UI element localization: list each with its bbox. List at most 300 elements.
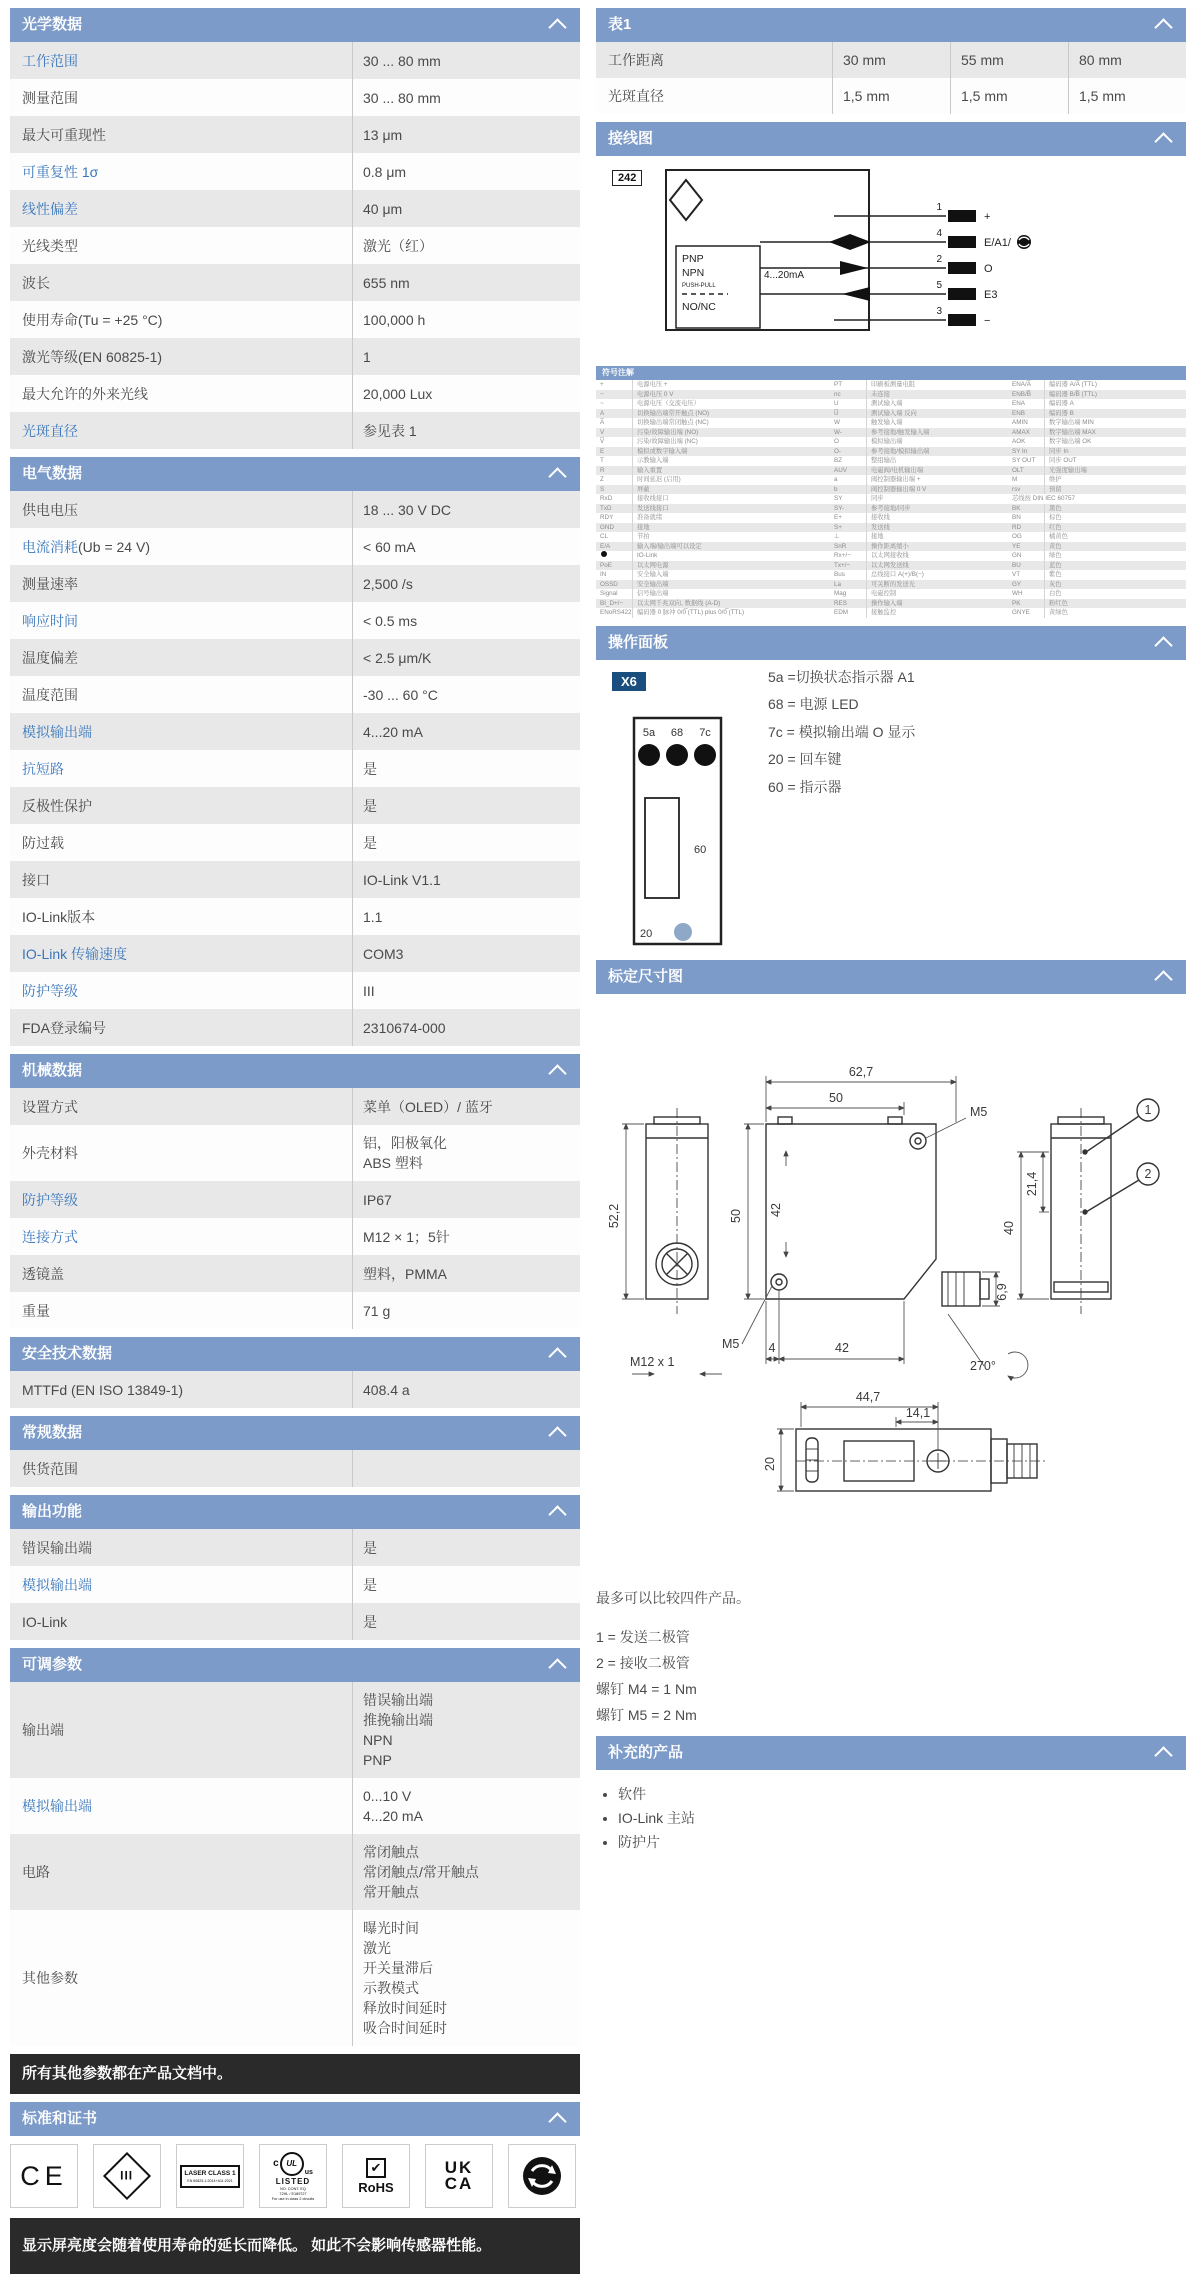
legend-desc: 阀控制器输出端 0 V <box>866 485 1008 495</box>
svg-text:52,2: 52,2 <box>607 1203 621 1228</box>
complementary-product-item[interactable]: • 软件 <box>618 1782 1186 1806</box>
collapse-chevron-icon[interactable] <box>548 1658 566 1676</box>
spec-label-link[interactable]: 抗短路 <box>22 760 64 777</box>
spec-label-link[interactable]: 防护等级 <box>22 1191 78 1208</box>
spec-row <box>10 639 580 676</box>
section-header[interactable] <box>596 1736 1186 1770</box>
spec-row <box>10 898 580 935</box>
spec-row <box>10 1218 580 1255</box>
spec-label: 波长 <box>22 274 50 291</box>
section-header[interactable] <box>596 122 1186 156</box>
section-title: 常规数据 <box>22 1424 83 1441</box>
spec-row <box>10 528 580 565</box>
spec-label-cell <box>10 1566 352 1603</box>
legend-row <box>1008 437 1186 447</box>
legend-row <box>596 437 830 447</box>
legend-row <box>830 494 1008 504</box>
legend-code: W- <box>834 428 842 436</box>
spec-label-cell <box>10 750 352 787</box>
legend-row <box>830 428 1008 438</box>
legend-code: rsv <box>1012 485 1021 493</box>
spec-label-cell <box>10 79 352 116</box>
legend-desc: 阀控制器输出端 + <box>866 475 1008 485</box>
spec-label-link[interactable]: IO-Link 传输速度 <box>22 945 128 962</box>
cul-mark <box>272 2152 315 2201</box>
legend-code: IN <box>600 571 607 578</box>
legend-row <box>596 447 830 457</box>
spec-label-cell <box>10 1778 352 1834</box>
spec-value: 40 μm <box>352 190 580 227</box>
legend-desc: 以太网接收线 <box>866 551 1008 561</box>
legend-row <box>596 599 830 609</box>
legend-row <box>830 466 1008 476</box>
spec-value: 是 <box>352 750 580 787</box>
spec-label-link[interactable]: 响应时间 <box>22 612 78 629</box>
legend-code: E/A <box>600 542 611 550</box>
dimension-drawing-svg <box>596 1014 1186 1534</box>
legend-code: nc <box>834 390 841 398</box>
legend-desc: 时间延迟 (启用) <box>632 475 830 485</box>
spec-row <box>10 787 580 824</box>
symbol-legend-title: 符号注解 <box>596 366 1186 380</box>
spec-label-cell <box>10 153 352 190</box>
legend-desc: 触发输入端 <box>866 418 1008 428</box>
svg-text:PUSH-PULL: PUSH-PULL <box>682 283 716 289</box>
legend-code: − <box>600 390 604 398</box>
spec-value: 参见表 1 <box>352 412 580 449</box>
sensor-symbol-icon <box>670 180 702 220</box>
collapse-chevron-icon[interactable] <box>1154 1746 1172 1764</box>
spec-label: 最大可重现性 <box>22 126 106 143</box>
ukca-text: UK CA <box>444 2158 474 2193</box>
legend-row <box>830 409 1008 419</box>
output-arrow-icon <box>840 261 868 275</box>
legend-code: RES <box>834 599 847 607</box>
legend-desc: 数字输出端 MIN <box>1044 418 1186 428</box>
collapse-chevron-icon[interactable] <box>548 1064 566 1082</box>
legend-desc: 接触监控 <box>866 608 1008 618</box>
legend-row <box>1008 504 1186 514</box>
svg-text:50: 50 <box>729 1208 743 1223</box>
spec-label-suffix: (Ub = 24 V) <box>78 538 150 555</box>
collapse-chevron-icon[interactable] <box>548 1347 566 1365</box>
complementary-product-item[interactable]: • 防护片 <box>618 1830 1186 1854</box>
spec-label: 测量范围 <box>22 89 78 106</box>
spec-label-cell <box>10 602 352 639</box>
table1-row <box>596 78 1186 114</box>
wiring-ref-number: 242 <box>612 170 642 186</box>
spec-label: FDA登录编号 <box>22 1019 106 1036</box>
legend-row <box>1008 456 1186 466</box>
legend-row <box>830 532 1008 542</box>
legend-code: GY <box>1012 580 1022 588</box>
spec-row <box>10 1682 580 1778</box>
legend-code: U <box>834 400 839 407</box>
svg-text:O: O <box>984 263 993 275</box>
legend-code: BI_D+/− <box>600 599 624 607</box>
svg-text:40: 40 <box>1002 1220 1016 1235</box>
spec-row <box>10 79 580 116</box>
spec-label-cell <box>10 898 352 935</box>
legend-row <box>596 456 830 466</box>
legend-desc: 发送线 <box>866 523 1008 533</box>
spec-value: 塑料，PMMA <box>352 1255 580 1292</box>
spec-label-link[interactable]: 防护等级 <box>22 982 78 999</box>
spec-value: 1.1 <box>352 898 580 935</box>
legend-row <box>1008 513 1186 523</box>
legend-code: BZ <box>834 457 843 464</box>
collapse-chevron-icon[interactable] <box>548 2112 566 2130</box>
legend-span-text: 芯线按 DIN IEC 60757 <box>1012 495 1075 502</box>
spec-row <box>10 42 580 79</box>
legend-row <box>1008 447 1186 457</box>
spec-label-link[interactable]: 工作范围 <box>22 52 78 69</box>
legend-code: R <box>600 466 605 474</box>
laser-class-box <box>180 2165 240 2188</box>
spec-label: IO-Link版本 <box>22 908 96 925</box>
spec-label: 温度范围 <box>22 686 78 703</box>
spec-label-link[interactable]: 模拟输出端 <box>22 723 92 740</box>
legend-code: AOK <box>1012 438 1026 445</box>
legend-desc: 预留 <box>1044 485 1186 495</box>
spec-label-cell <box>10 1529 352 1566</box>
spec-label: 防过载 <box>22 834 64 851</box>
legend-row <box>830 447 1008 457</box>
legend-row <box>1008 542 1186 552</box>
cul-us-text: us <box>304 2168 313 2176</box>
spec-value: 常闭触点 常闭触点/常开触点 常开触点 <box>352 1834 580 1910</box>
legend-row <box>1008 561 1186 571</box>
legend-code: V <box>600 428 605 436</box>
panel-legend-line: 68 = 电源 LED <box>768 696 859 712</box>
section-header[interactable] <box>10 1495 580 1529</box>
section-header[interactable] <box>10 1416 580 1450</box>
spec-row <box>10 301 580 338</box>
legend-desc: 示教输入端 <box>632 456 830 466</box>
ce-mark-text: CE <box>20 2160 68 2191</box>
spec-row <box>10 1009 580 1046</box>
spec-value: 0.8 μm <box>352 153 580 190</box>
cert-ce-icon <box>10 2144 78 2208</box>
spec-label: 激光等级 <box>22 348 78 365</box>
legend-row <box>830 570 1008 580</box>
legend-desc: 黑色 <box>1044 504 1186 514</box>
legend-desc: 电源电压（交流电压） <box>632 399 830 409</box>
enter-key-icon <box>674 923 692 941</box>
legend-code: PT <box>834 381 843 388</box>
spec-row <box>10 750 580 787</box>
legend-code: S+ <box>834 523 842 531</box>
spec-section <box>10 1054 580 1329</box>
spec-row <box>10 565 580 602</box>
spec-label-link[interactable]: 模拟输出端 <box>22 1798 92 1814</box>
panel-ref-badge: X6 <box>612 672 646 691</box>
legend-row <box>1008 418 1186 428</box>
spec-label-cell <box>10 1088 352 1125</box>
spec-label-link[interactable]: 模拟输出端 <box>22 1576 92 1593</box>
section-title: 安全技术数据 <box>22 1345 113 1362</box>
table1-value: 1,5 mm <box>832 78 950 114</box>
table1-row <box>596 42 1186 78</box>
legend-code: W <box>834 419 840 426</box>
legend-row <box>596 513 830 523</box>
spec-row <box>10 1255 580 1292</box>
spec-value: 0...10 V 4...20 mA <box>352 1778 580 1834</box>
legend-desc: 红色 <box>1044 523 1186 533</box>
legend-row <box>596 523 830 533</box>
legend-desc: 黄绿色 <box>1044 608 1186 618</box>
spec-column <box>10 8 580 2274</box>
legend-desc: 编码器 0 脉冲 0/0̅ (TTL) plus 0/0̅ (TTL) <box>632 608 830 618</box>
spec-label: IO-Link <box>22 1613 68 1630</box>
legend-code: ENA <box>1012 400 1025 407</box>
section-header[interactable] <box>10 8 580 42</box>
svg-text:1: 1 <box>1144 1102 1152 1117</box>
section-title: 补充的产品 <box>608 1743 684 1761</box>
spec-label-cell <box>10 301 352 338</box>
spec-label-cell <box>10 1834 352 1910</box>
legend-desc: 黄色 <box>1044 542 1186 552</box>
collapse-chevron-icon[interactable] <box>1154 970 1172 988</box>
io-link-logo-icon <box>522 2156 562 2196</box>
spec-label-cell <box>10 1603 352 1640</box>
collapse-chevron-icon[interactable] <box>548 1505 566 1523</box>
svg-text:42: 42 <box>769 1202 783 1217</box>
legend-desc: 模拟输出端 <box>866 437 1008 447</box>
spec-row <box>10 861 580 898</box>
section-complementary <box>596 1736 1186 1854</box>
section-header[interactable] <box>10 1648 580 1682</box>
section-title: 可调参数 <box>22 1656 83 1673</box>
section-header[interactable] <box>10 2102 580 2136</box>
legend-code: ENB/B̅ <box>1012 390 1031 398</box>
spec-value: 4...20 mA <box>352 713 580 750</box>
section-title: 光学数据 <box>22 16 83 33</box>
complementary-product-item[interactable]: • IO-Link 主站 <box>618 1806 1186 1830</box>
legend-row <box>1008 551 1186 561</box>
cert-rohs-icon <box>342 2144 410 2208</box>
note-bar-parameters: 所有其他参数都在产品文档中。 <box>10 2054 580 2094</box>
panel-drawing-svg <box>630 710 726 948</box>
section-header[interactable] <box>10 457 580 491</box>
legend-row <box>596 589 830 599</box>
table1-body <box>596 42 1186 114</box>
spec-label-link[interactable]: 光斑直径 <box>22 422 78 439</box>
legend-row <box>596 399 830 409</box>
spec-value <box>352 1450 580 1487</box>
legend-row <box>830 513 1008 523</box>
legend-desc: 同步 <box>866 494 1008 504</box>
legend-desc: 绿色 <box>1044 551 1186 561</box>
legend-row <box>596 532 830 542</box>
legend-desc: 以太网发送线 <box>866 561 1008 571</box>
spec-row <box>10 375 580 412</box>
spec-row <box>10 1834 580 1910</box>
spec-label-cell <box>10 528 352 565</box>
spec-label-cell <box>10 1218 352 1255</box>
spec-row <box>10 1566 580 1603</box>
legend-group <box>1008 380 1186 618</box>
spec-row <box>10 190 580 227</box>
collapse-chevron-icon[interactable] <box>548 1426 566 1444</box>
collapse-chevron-icon[interactable] <box>548 467 566 485</box>
section-dimensions <box>596 960 1186 1728</box>
legend-code: BN <box>1012 514 1021 521</box>
spec-label-cell <box>10 1371 352 1408</box>
spec-value: IO-Link V1.1 <box>352 861 580 898</box>
section-header[interactable] <box>596 626 1186 660</box>
led-indicator-icon <box>638 744 660 766</box>
spec-value: 是 <box>352 1529 580 1566</box>
spec-label: 光线类型 <box>22 237 78 254</box>
svg-text:4: 4 <box>936 228 942 239</box>
spec-label: 其他参数 <box>22 1970 78 1986</box>
spec-label-cell <box>10 935 352 972</box>
legend-desc: 棕色 <box>1044 513 1186 523</box>
legend-row <box>596 580 830 590</box>
svg-text:42: 42 <box>835 1340 849 1355</box>
table1-label: 工作距离 <box>608 52 664 68</box>
legend-row <box>1008 599 1186 609</box>
legend-desc: 参考接地/同步 <box>866 504 1008 514</box>
spec-value: 是 <box>352 1603 580 1640</box>
section-certificates <box>10 2102 580 2136</box>
collapse-chevron-icon[interactable] <box>1154 132 1172 150</box>
collapse-chevron-icon[interactable] <box>1154 18 1172 36</box>
spec-label-link[interactable]: 线性偏差 <box>22 200 78 217</box>
spec-value: < 2.5 μm/K <box>352 639 580 676</box>
section-header[interactable] <box>596 960 1186 994</box>
panel-legend-line: 60 = 指示器 <box>768 778 842 795</box>
spec-row <box>10 227 580 264</box>
legend-desc: 可关断的发送光 <box>866 580 1008 590</box>
legend-row <box>596 504 830 514</box>
cert-ukca-icon <box>425 2144 493 2208</box>
panel-legend-line: 5a =切换状态指示器 A1 <box>768 668 915 685</box>
legend-code: V̅ <box>600 438 605 445</box>
spec-value: M12 × 1；5针 <box>352 1218 580 1255</box>
section-title: 输出功能 <box>22 1503 83 1520</box>
legend-desc: 光强度输出端 <box>1044 466 1186 476</box>
legend-desc: 橘黄色 <box>1044 532 1186 542</box>
spec-label-cell <box>10 972 352 1009</box>
legend-desc: 数字输出端 OK <box>1044 437 1186 447</box>
spec-label-suffix: (Tu = +25 °C) <box>78 311 163 328</box>
spec-value: 是 <box>352 787 580 824</box>
spec-value: 曝光时间 激光 开关量滞后 示教模式 释放时间延时 吸合时间延时 <box>352 1910 580 2046</box>
legend-desc: 切换输出端常闭触点 (NC) <box>632 418 830 428</box>
legend-row <box>1008 409 1186 419</box>
legend-row <box>596 561 830 571</box>
legend-code: ENoRS422 <box>600 609 632 616</box>
spec-value: < 60 mA <box>352 528 580 565</box>
spec-value: 408.4 a <box>352 1371 580 1408</box>
spec-label-cell <box>10 676 352 713</box>
legend-desc: 整组输出 <box>866 456 1008 466</box>
wiring-diagram <box>596 156 1186 360</box>
legend-code: A <box>600 409 605 417</box>
spec-section <box>10 1416 580 1487</box>
cul-detail-line: NO. CONT. EQ <box>280 2186 306 2191</box>
spec-label-cell <box>10 227 352 264</box>
legend-desc: 粉红色 <box>1044 599 1186 609</box>
legend-code: Mag <box>834 590 847 597</box>
spec-label-link[interactable]: 连接方式 <box>22 1228 78 1245</box>
svg-text:E3: E3 <box>984 289 998 301</box>
section-header[interactable] <box>10 1337 580 1371</box>
cul-c-text: c <box>273 2158 279 2169</box>
spec-value: 1 <box>352 338 580 375</box>
spec-value: 20,000 Lux <box>352 375 580 412</box>
legend-code: ENB <box>1012 409 1025 417</box>
spec-row <box>10 1088 580 1125</box>
spec-section <box>10 1648 580 2046</box>
legend-row <box>830 589 1008 599</box>
svg-text:M5: M5 <box>722 1336 740 1351</box>
dimension-note-line: 2 = 接收二极管 <box>596 1654 690 1671</box>
spec-label-link[interactable]: 电流消耗 <box>22 538 78 555</box>
legend-code: SnR <box>834 542 847 550</box>
spec-label-cell <box>10 42 352 79</box>
section-header[interactable] <box>10 1054 580 1088</box>
symbol-legend-table <box>596 380 1186 618</box>
spec-label-cell <box>10 1125 352 1181</box>
spec-value: IP67 <box>352 1181 580 1218</box>
spec-value: 是 <box>352 824 580 861</box>
legend-row <box>830 551 1008 561</box>
spec-value: 30 ... 80 mm <box>352 79 580 116</box>
spec-label: 透镜盖 <box>22 1265 64 1282</box>
spec-label: 重量 <box>22 1302 50 1319</box>
legend-desc: 输入端/输出端可以设定 <box>632 542 830 552</box>
legend-desc: 接收线接口 <box>632 494 830 504</box>
section-header[interactable] <box>596 8 1186 42</box>
legend-row <box>830 599 1008 609</box>
svg-text:20: 20 <box>640 927 653 940</box>
legend-row <box>830 475 1008 485</box>
spec-label-cell <box>10 1910 352 2046</box>
collapse-chevron-icon[interactable] <box>1154 636 1172 654</box>
spec-label: 测量速率 <box>22 575 78 592</box>
legend-row <box>596 390 830 400</box>
spec-row <box>10 491 580 528</box>
collapse-chevron-icon[interactable] <box>548 18 566 36</box>
spec-label: 设置方式 <box>22 1098 78 1115</box>
legend-row <box>596 542 830 552</box>
svg-text:20: 20 <box>763 1456 777 1471</box>
spec-label-link[interactable]: 可重复性 1σ <box>22 163 99 180</box>
legend-desc: 印刷板测量电阻 <box>866 380 1008 390</box>
legend-code: Tx+/− <box>834 561 851 569</box>
table1-value: 1,5 mm <box>950 78 1068 114</box>
legend-desc: 污染/故障输出端 (NC) <box>632 437 830 447</box>
symbol-legend <box>596 366 1186 618</box>
legend-code: ENA/A̅ <box>1012 381 1031 388</box>
legend-desc: 测试输入端 反向 <box>866 409 1008 419</box>
spec-row <box>10 602 580 639</box>
svg-text:50: 50 <box>829 1090 843 1105</box>
spec-row <box>10 713 580 750</box>
legend-code: GN <box>1012 552 1022 559</box>
spec-row <box>10 1125 580 1181</box>
spec-label-cell <box>10 713 352 750</box>
spec-label: 错误输出端 <box>22 1539 92 1556</box>
protection-class-diamond: III <box>103 2152 151 2200</box>
io-link-mini-icon <box>1017 235 1031 249</box>
certification-icons <box>10 2144 580 2208</box>
spec-value: 2310674-000 <box>352 1009 580 1046</box>
legend-row <box>1008 580 1186 590</box>
